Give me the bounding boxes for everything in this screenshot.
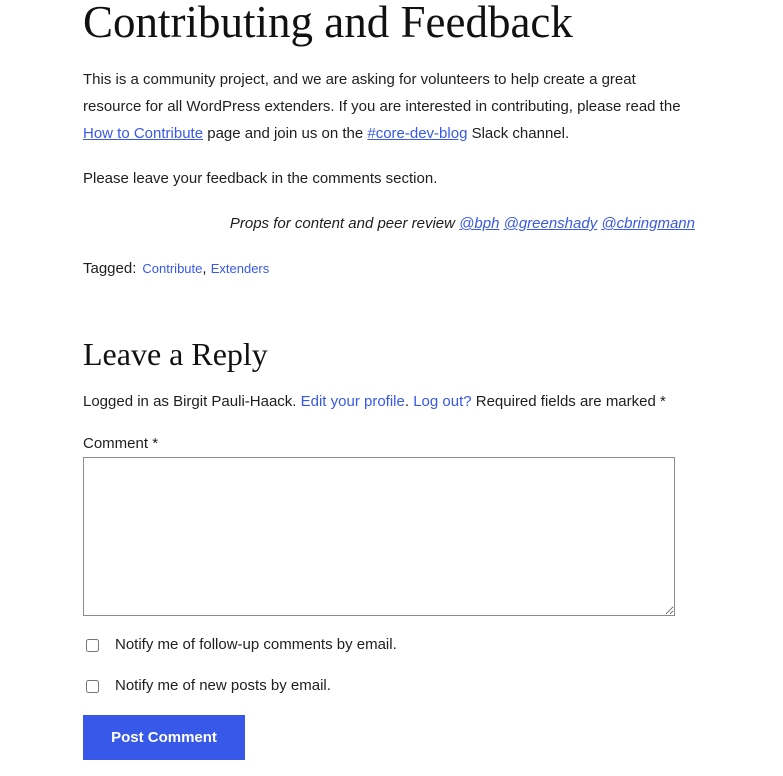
slack-channel-link[interactable]: #core-dev-blog: [367, 125, 468, 142]
props-user-link[interactable]: @bph: [459, 215, 500, 232]
required-asterisk: *: [660, 393, 666, 410]
props-paragraph: [83, 210, 695, 237]
comment-label-text: Comment: [83, 435, 153, 452]
tag-separator: ,: [202, 260, 207, 277]
notify-followup-label: Notify me of follow-up comments by email.: [115, 636, 397, 653]
intro-text-after: Slack channel.: [467, 125, 570, 142]
logout-link[interactable]: Log out?: [413, 393, 472, 410]
intro-text-middle: page and join us on the: [203, 125, 368, 142]
intro-text-before: This is a community project, and we are asking for volunteers to help create a great resource for all WordPress extenders. If you are interested in contributing, please read the: [83, 71, 681, 115]
post-comment-button[interactable]: Post Comment: [83, 715, 245, 760]
notify-posts-option[interactable]: [84, 675, 331, 697]
comment-textarea[interactable]: [83, 457, 675, 616]
how-to-contribute-link[interactable]: How to Contribute: [83, 125, 204, 142]
props-text: Props for content and peer review: [229, 215, 460, 232]
required-asterisk: *: [152, 435, 159, 452]
notify-posts-checkbox[interactable]: [86, 680, 99, 693]
logged-in-note: Logged in as Birgit Pauli-Haack. Edit your profile. Log out? Required fields are marked *: [83, 393, 666, 410]
notify-followup-checkbox[interactable]: [86, 639, 99, 652]
notify-followup-option[interactable]: [84, 634, 397, 656]
reply-heading: Leave a Reply: [83, 336, 268, 372]
comment-label: [83, 431, 158, 457]
logged-in-as-text: Logged in as Birgit Pauli-Haack.: [83, 393, 297, 410]
feedback-paragraph: Please leave your feedback in the comments section.: [83, 170, 438, 187]
notify-posts-label: Notify me of new posts by email.: [115, 677, 331, 694]
intro-paragraph: [83, 66, 688, 147]
tag-link-extenders[interactable]: Extenders: [210, 261, 270, 276]
edit-profile-link[interactable]: Edit your profile: [300, 393, 405, 410]
tags-label: Tagged:: [83, 260, 137, 277]
props-user-link[interactable]: @cbringmann: [601, 215, 695, 232]
post-title: Contributing and Feedback: [83, 0, 573, 47]
post-tags: [83, 258, 269, 280]
tag-link-contribute[interactable]: Contribute: [142, 261, 203, 276]
required-fields-note: Required fields are marked: [471, 393, 661, 410]
props-user-link[interactable]: @greenshady: [503, 215, 598, 232]
